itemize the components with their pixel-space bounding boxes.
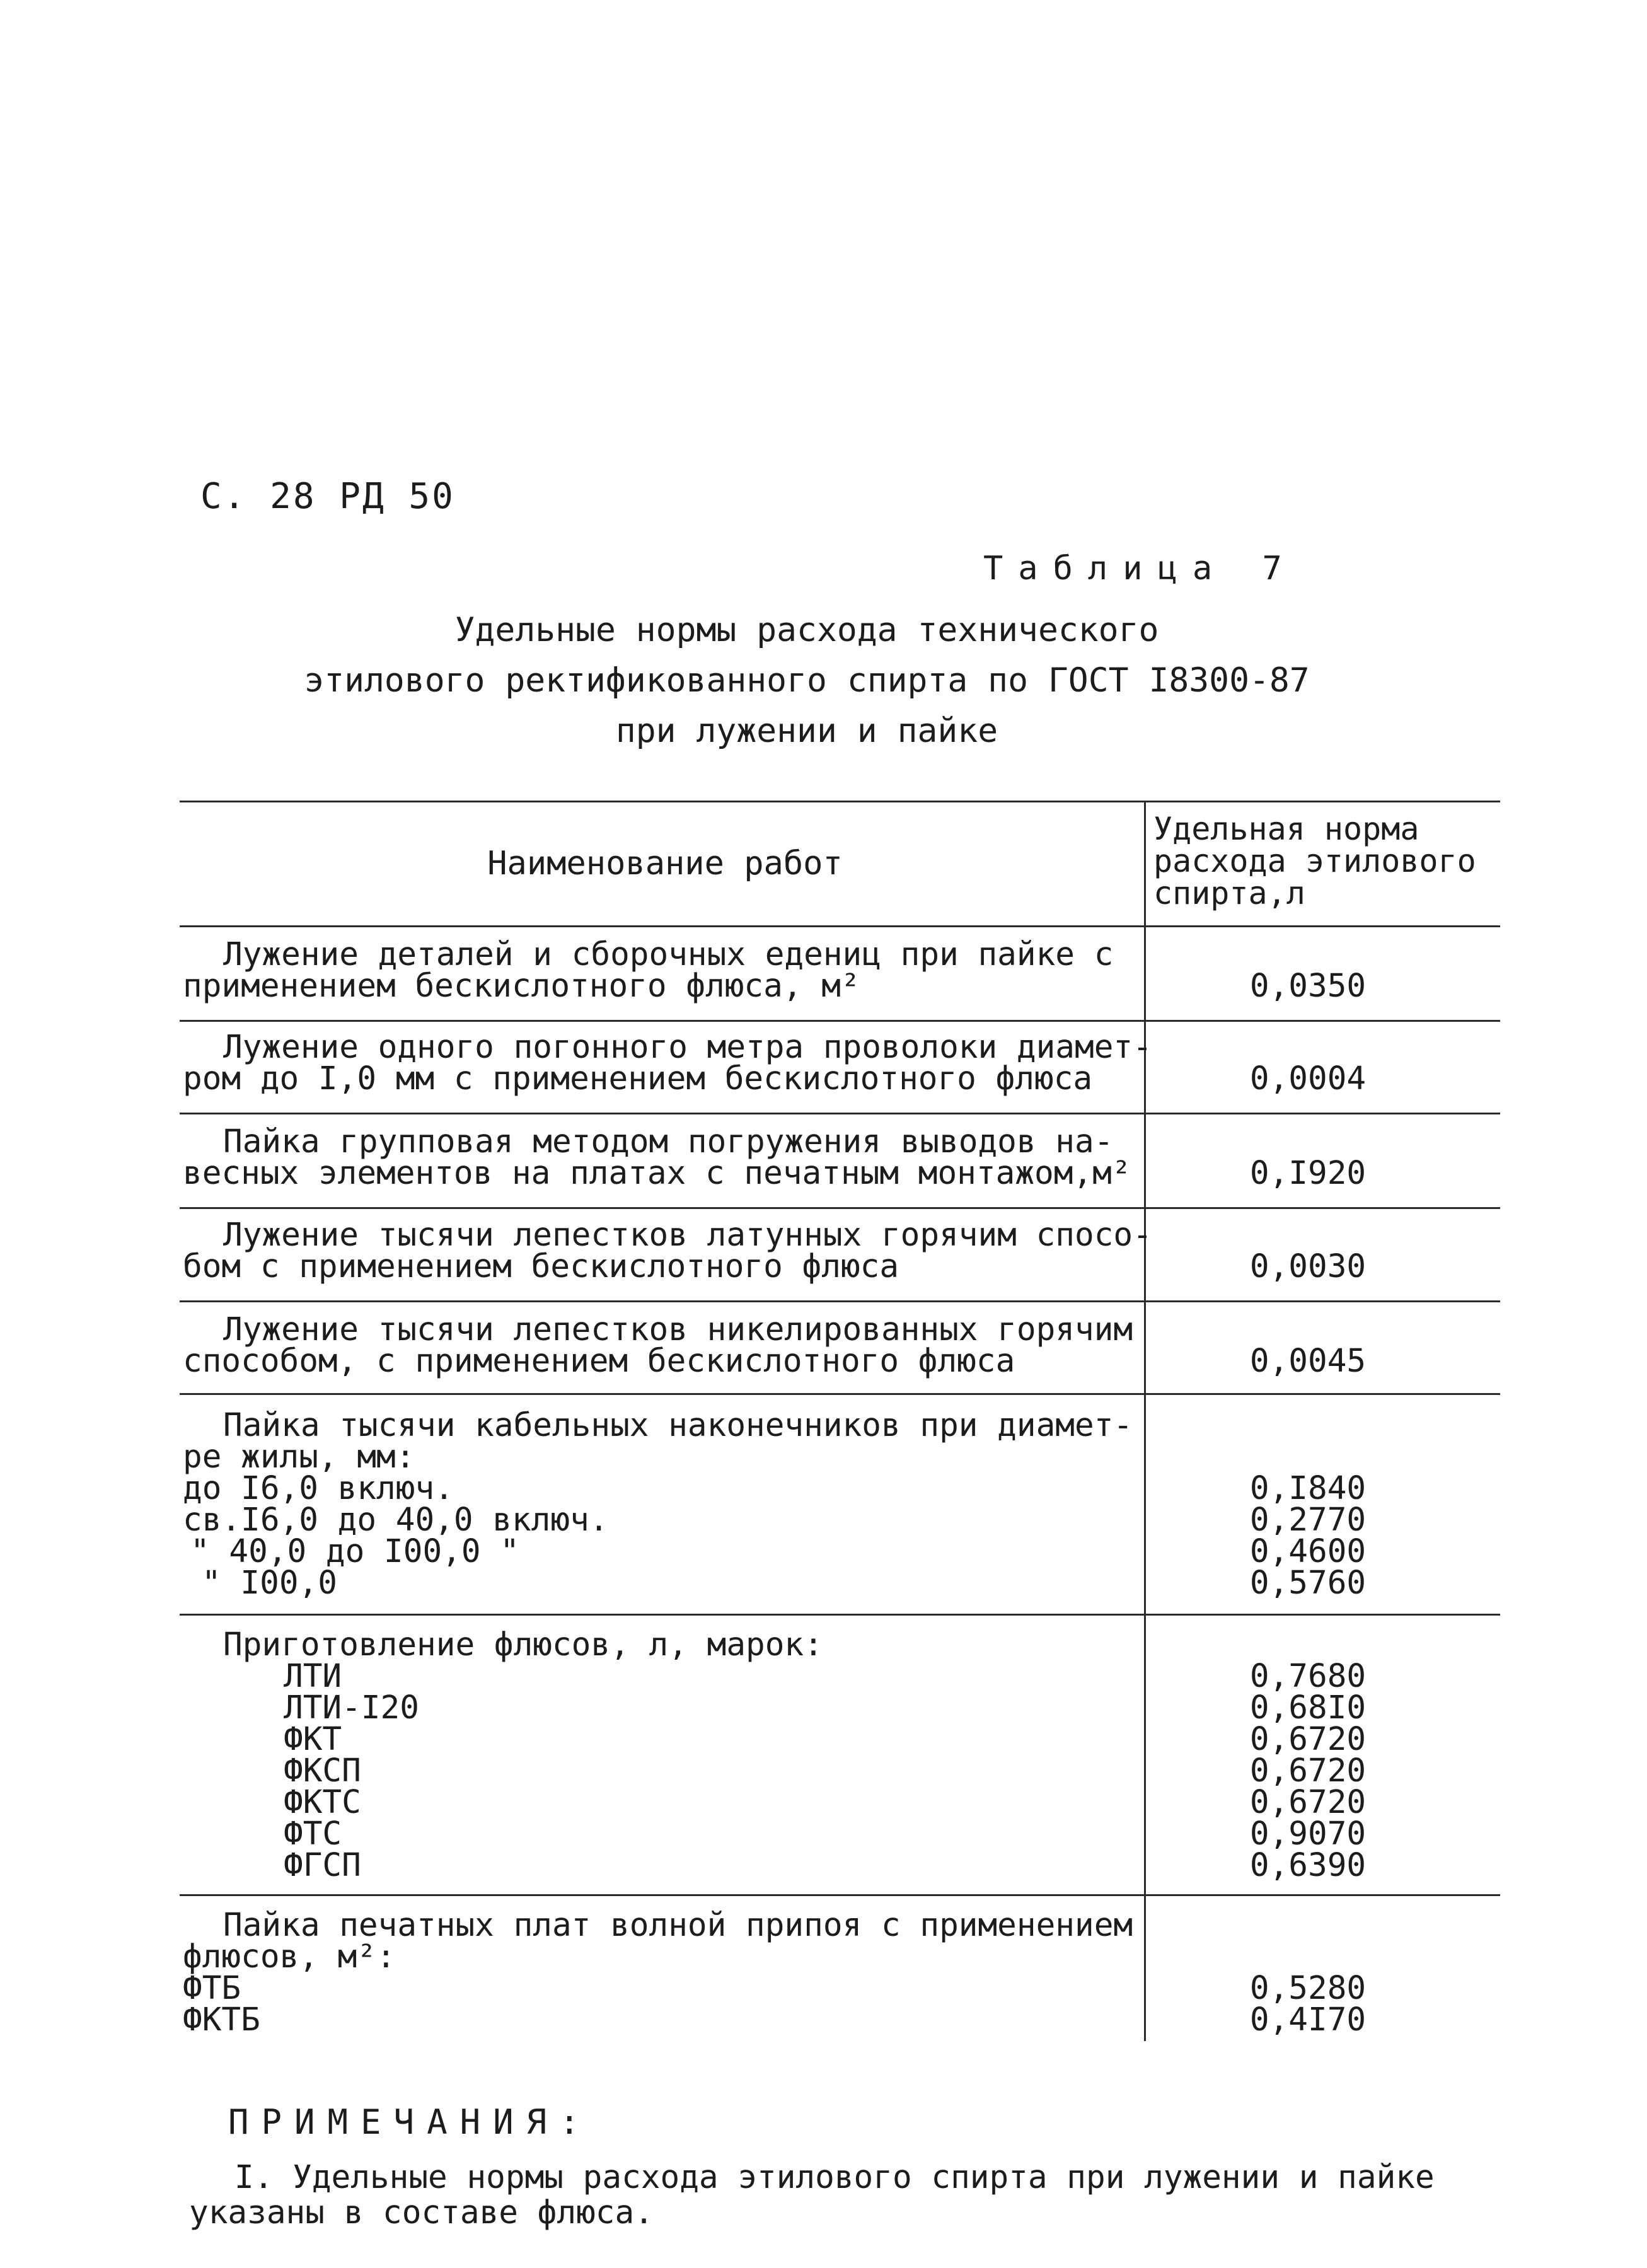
table-row-work <box>183 1029 1152 1097</box>
column-divider <box>1144 801 1146 2041</box>
row-value: 0,5280 <box>1249 1970 1367 2007</box>
column-header-line: Удельная норма <box>1153 811 1419 847</box>
row-text-line: Лужение деталей и сборочных едениц при пайке с <box>223 936 1114 973</box>
table-row-norm <box>1153 1343 1462 1380</box>
column-header-norm <box>1153 813 1506 910</box>
row-divider <box>180 1207 1500 1209</box>
row-divider <box>180 1300 1500 1302</box>
row-value: 0,4600 <box>1249 1533 1367 1570</box>
header-bottom-rule <box>180 925 1500 927</box>
row-value: 0,0350 <box>1249 968 1367 1005</box>
table-row-work <box>183 936 1141 1005</box>
note-line: указаны в составе флюса. <box>189 2194 654 2231</box>
column-header-line: спирта,л <box>1153 875 1305 911</box>
row-divider <box>180 1894 1500 1896</box>
table-row-norm <box>1153 1060 1462 1097</box>
table-row-work <box>183 1123 1141 1192</box>
row-text-line: св.I6,0 до 40,0 включ. <box>183 1501 609 1539</box>
row-divider <box>180 1113 1500 1114</box>
row-value: 0,I840 <box>1249 1470 1367 1507</box>
row-text-line: способом, с применением бескислотного флюса <box>183 1343 1015 1380</box>
row-text-line: ФТС <box>284 1815 342 1853</box>
row-value: 0,9070 <box>1249 1815 1367 1853</box>
row-value: 0,2770 <box>1249 1501 1367 1539</box>
row-text-line: Пайка групповая методом погружения выводов на- <box>223 1123 1114 1160</box>
table-row-norm <box>1153 968 1462 1005</box>
row-text-line: ЛТИ-I20 <box>284 1689 419 1727</box>
row-value: 0,68I0 <box>1249 1689 1367 1727</box>
table-row-work <box>183 1626 1141 1884</box>
table-row-work <box>183 1907 1141 2039</box>
table-row-work <box>183 1407 1141 1602</box>
row-text-line: применением бескислотного флюса, м² <box>183 968 860 1005</box>
row-text-line: ФКСП <box>284 1752 361 1790</box>
row-text-line: Приготовление флюсов, л, марок: <box>223 1626 823 1663</box>
row-text-line: ФГСП <box>284 1847 361 1884</box>
row-text-line: весных элементов на платах с печатным монтажом,м² <box>183 1155 1131 1192</box>
note-item <box>189 2160 1513 2231</box>
column-header-work-name: Наименование работ <box>487 845 843 882</box>
row-value: 0,I920 <box>1249 1155 1367 1192</box>
table-row-norm <box>1153 1155 1462 1192</box>
row-text-line: ЛТИ <box>284 1658 342 1695</box>
row-text-line: ФТБ <box>183 1970 241 2007</box>
row-text-line: Лужение тысячи лепестков никелированных горячим <box>223 1311 1133 1348</box>
table-row-work <box>183 1311 1141 1380</box>
notes-title: ПРИМЕЧАНИЯ: <box>228 2102 592 2142</box>
table-row-work <box>183 1217 1152 1285</box>
row-value: 0,7680 <box>1249 1658 1367 1695</box>
table-row-norm <box>1153 1658 1462 1884</box>
row-text-line: бом с применением бескислотного флюса <box>183 1248 899 1285</box>
row-value: 0,6720 <box>1249 1752 1367 1790</box>
row-text-line: ром до I,0 мм с применением бескислотного флюса <box>183 1060 1093 1097</box>
row-value: 0,0045 <box>1249 1343 1367 1380</box>
row-value: 0,0004 <box>1249 1060 1367 1097</box>
row-value: 0,4I70 <box>1249 2001 1367 2039</box>
row-text-line: " I00,0 <box>202 1565 337 1602</box>
row-value: 0,6720 <box>1249 1721 1367 1758</box>
title-line: Удельные нормы расхода технического <box>454 611 1159 649</box>
row-divider <box>180 1020 1500 1022</box>
row-value: 0,0030 <box>1249 1248 1367 1285</box>
row-text-line: Пайка печатных плат волной припоя с применением <box>223 1907 1133 1944</box>
table-row-norm <box>1153 1470 1462 1602</box>
row-value: 0,5760 <box>1249 1565 1367 1602</box>
row-value: 0,6390 <box>1249 1847 1367 1884</box>
row-text-line: Лужение тысячи лепестков латунных горячим спосо- <box>223 1217 1152 1254</box>
row-text-line: ФКТБ <box>183 2001 260 2039</box>
row-text-line: ре жилы, мм: <box>183 1438 415 1476</box>
row-text-line: ФКТ <box>284 1721 342 1758</box>
table-row-norm <box>1153 1970 1462 2039</box>
table-label: Таблица 7 <box>983 550 1297 587</box>
row-text-line: Пайка тысячи кабельных наконечников при диамет- <box>223 1407 1133 1444</box>
table-top-rule <box>180 801 1500 802</box>
row-text-line: ФКТС <box>284 1784 361 1821</box>
row-value: 0,6720 <box>1249 1784 1367 1821</box>
row-text-line: флюсов, м²: <box>183 1938 396 1976</box>
row-text-line: " 40,0 до I00,0 " <box>190 1533 519 1570</box>
table-title <box>227 605 1387 756</box>
column-header-line: расхода этилового <box>1153 843 1476 879</box>
table-row-norm <box>1153 1248 1462 1285</box>
title-line: этилового ректификованного спирта по ГОСТ I8300-87 <box>304 661 1310 700</box>
row-text-line: до I6,0 включ. <box>183 1470 454 1507</box>
note-line: I. Удельные нормы расхода этилового спирта при лужении и пайке <box>234 2159 1435 2196</box>
row-divider <box>180 1614 1500 1616</box>
row-text-line: Лужение одного погонного метра проволоки диамет- <box>223 1029 1152 1066</box>
title-line: при лужении и пайке <box>615 712 998 750</box>
row-divider <box>180 1393 1500 1395</box>
page-header: С. 28 РД 50 <box>200 476 455 517</box>
